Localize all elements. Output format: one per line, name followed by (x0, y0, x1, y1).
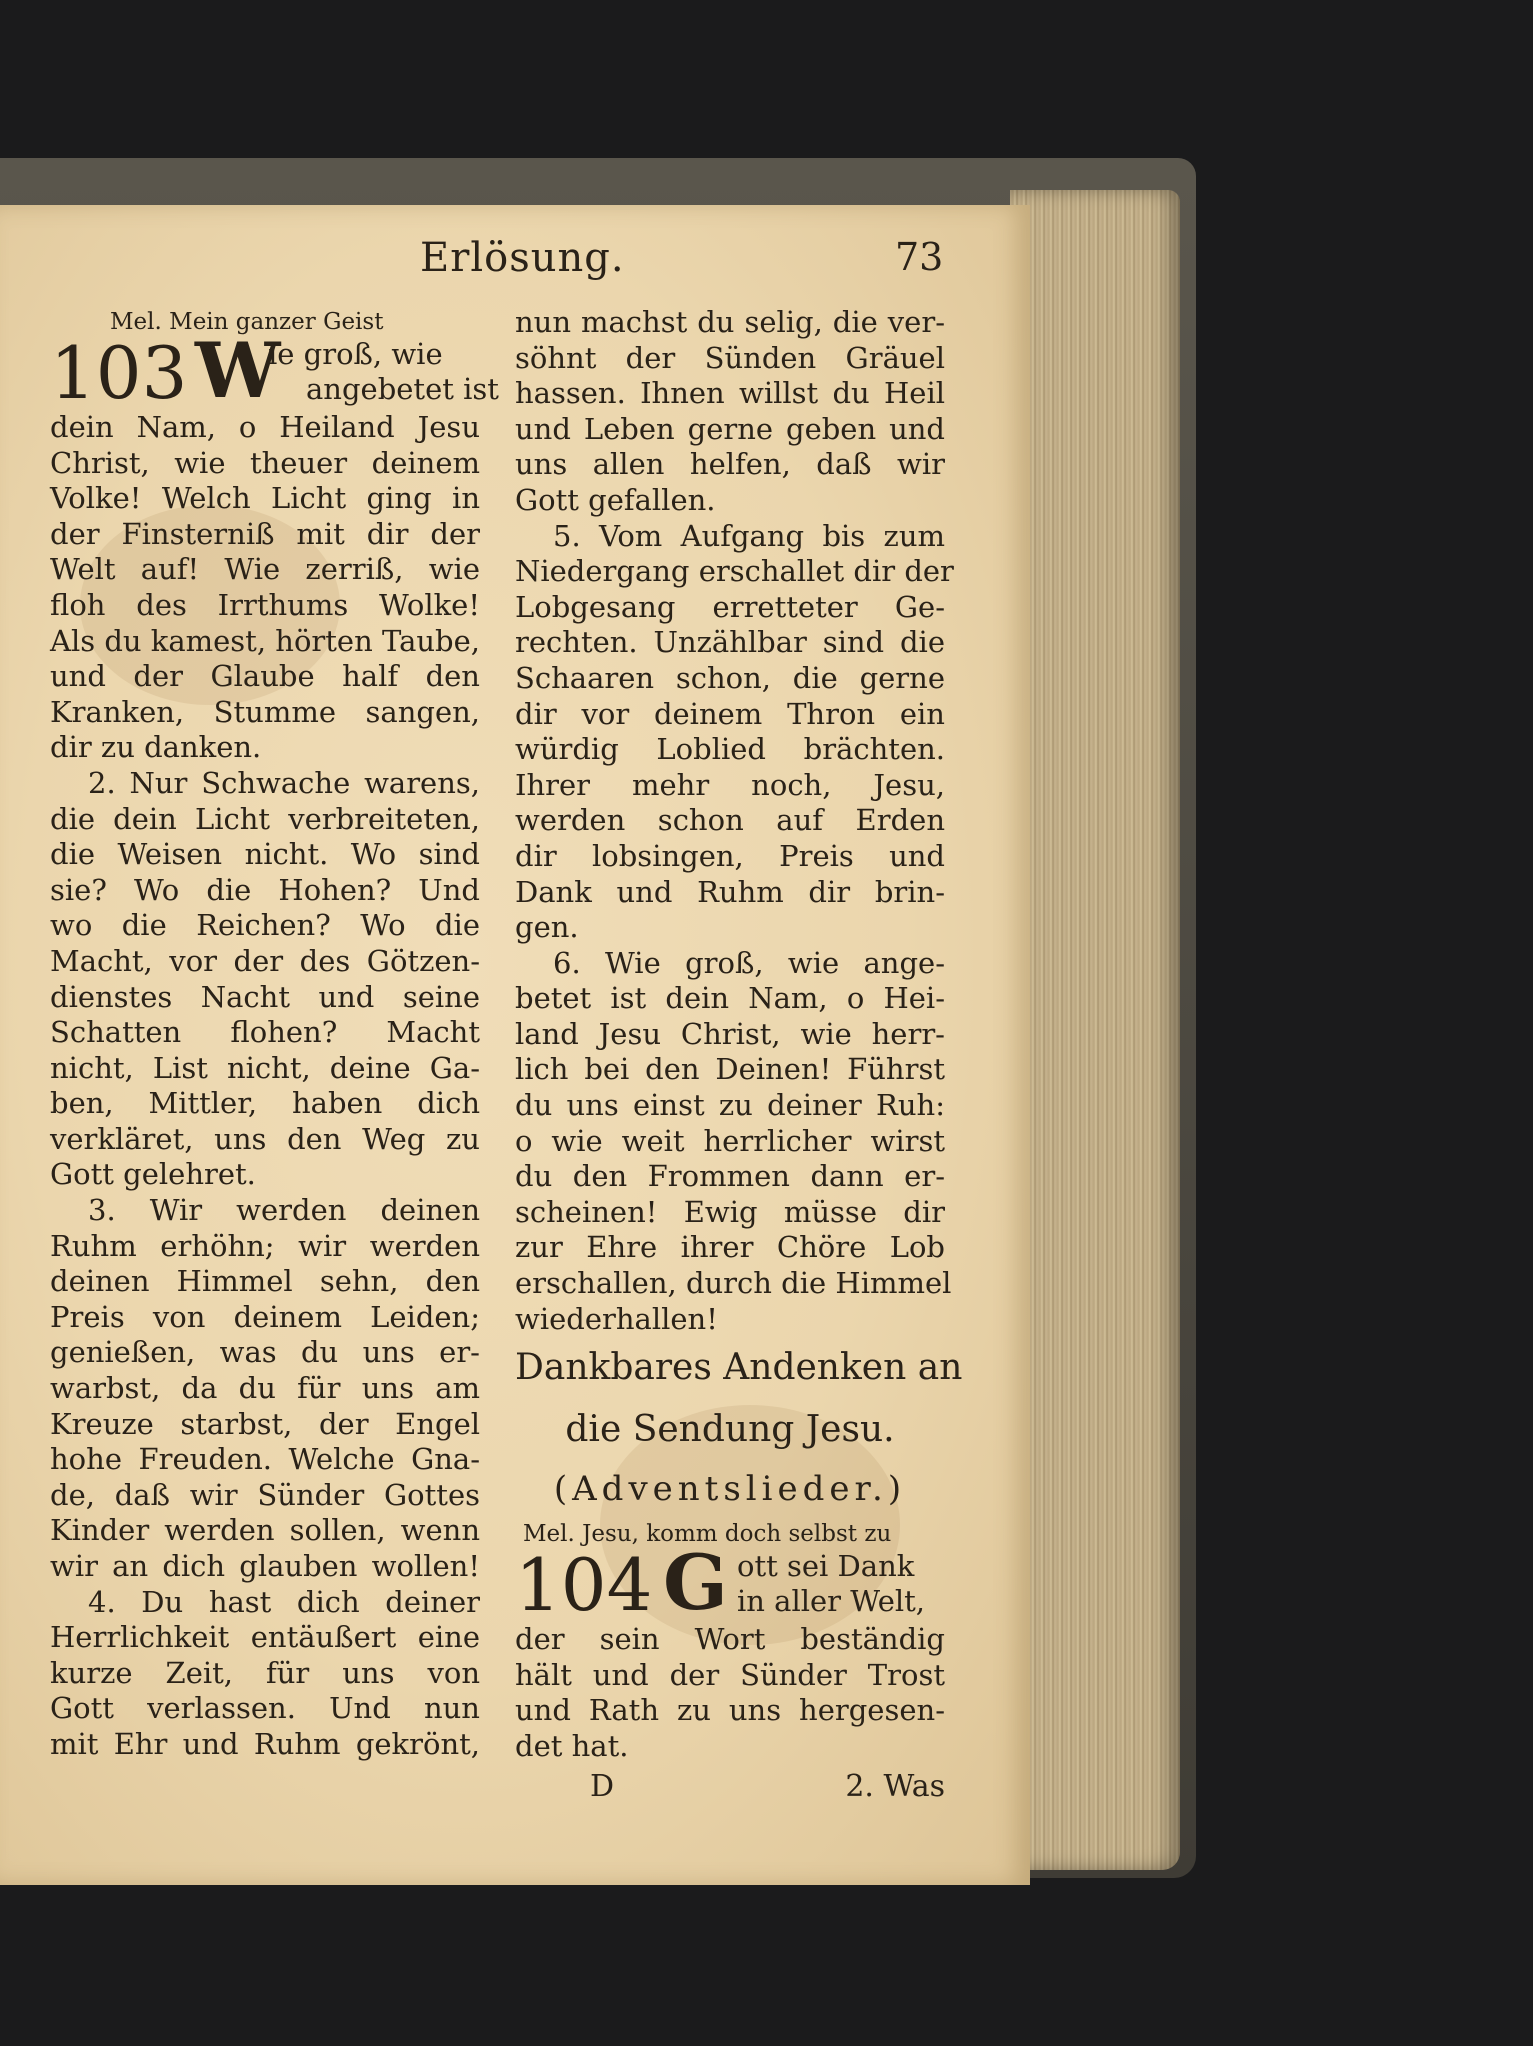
text-line: würdig Loblied brächten. (515, 732, 945, 767)
verse-start: 5. Vom Aufgang bis zum (553, 518, 945, 553)
text-line: warbst, da du für uns am (50, 1371, 480, 1406)
text-line: rechten. Unzählbar sind die (515, 625, 945, 660)
hymn-103-head (50, 326, 499, 415)
text-line: hassen. Ihnen willst du Heil (515, 376, 945, 411)
text-line: Herrlichkeit entäußert eine (50, 1620, 480, 1655)
text-line: erschallen, durch die Himmel (515, 1266, 952, 1301)
hymn-number: 103 (50, 331, 188, 415)
text-line: Macht, vor der des Götzen- (50, 943, 480, 978)
text-line: der Finsterniß mit dir der (50, 516, 480, 551)
catchword: 2. Was (845, 1768, 945, 1804)
page-footer (515, 1765, 945, 1809)
text-line: floh des Irrthums Wolke! (50, 587, 480, 622)
text-line: Schatten flohen? Macht (50, 1015, 480, 1050)
text-line: Volke! Welch Licht ging in (50, 481, 480, 516)
text-line: söhnt der Sünden Gräuel (515, 340, 945, 375)
hymn-head-line: angebetet ist (306, 372, 499, 406)
text-line: wiederhallen! (515, 1301, 718, 1336)
text-line: de, daß wir Sünder Gottes (50, 1477, 480, 1512)
text-line: und Leben gerne geben und (515, 411, 945, 446)
text-line: uns allen helfen, daß wir (515, 447, 945, 482)
text-line: genießen, was du uns er- (50, 1335, 480, 1370)
page-number: 73 (895, 235, 944, 279)
running-title: Erlösung. (420, 235, 625, 281)
hymn-number: 104 (515, 1543, 653, 1628)
text-line: sie? Wo die Hohen? Und (50, 872, 480, 907)
text-line: und Rath zu uns hergesen- (515, 1693, 945, 1728)
text-line: Gott gefallen. (515, 482, 716, 517)
text-line: werden schon auf Erden (515, 803, 945, 838)
section-title: die Sendung Jesu. (565, 1409, 895, 1451)
text-line: Welt auf! Wie zerriß, wie (50, 552, 480, 587)
text-line: hohe Freuden. Welche Gna- (50, 1442, 480, 1477)
melody-line: Mel. Jesu, komm doch selbst zu (523, 1521, 892, 1548)
hymn-head-line: in aller Welt, (737, 1584, 926, 1619)
text-line: land Jesu Christ, wie herr- (515, 1016, 945, 1051)
signature-mark: D (590, 1768, 615, 1804)
text-line: Kranken, Stumme sangen, (50, 694, 480, 729)
text-line: Als du kamest, hörten Taube, (50, 623, 480, 658)
text-line: betet ist dein Nam, o Hei- (515, 981, 945, 1016)
drop-cap: G (663, 1538, 728, 1628)
verse-start: 6. Wie groß, wie ange- (553, 945, 945, 980)
text-line: du den Frommen dann er- (515, 1159, 945, 1194)
text-line: zur Ehre ihrer Chöre Lob (515, 1230, 945, 1265)
text-line: nicht, List nicht, deine Ga- (50, 1050, 480, 1085)
text-line: wir an dich glauben wollen! (50, 1549, 480, 1583)
text-line: die dein Licht verbreiteten, (50, 801, 480, 836)
text-line: ben, Mittler, haben dich (50, 1086, 480, 1121)
text-line: deinen Himmel sehn, den (50, 1264, 480, 1299)
section-subtitle: (Adventslieder.) (553, 1469, 907, 1510)
text-line: Lobgesang erretteter Ge- (515, 589, 945, 624)
text-line: Ihrer mehr noch, Jesu, (515, 767, 945, 802)
text-line: dir zu danken. (50, 730, 262, 765)
hymn-103-text (50, 410, 480, 1763)
text-line: o wie weit herrlicher wirst (515, 1123, 945, 1158)
text-line: Niedergang erschallet dir der (515, 554, 954, 589)
text-line: nun machst du selig, die ver- (515, 305, 945, 339)
section-title: Dankbares Andenken an (515, 1347, 963, 1389)
text-line: Kreuze starbst, der Engel (50, 1406, 480, 1441)
page-edges (1010, 190, 1180, 1870)
text-line: scheinen! Ewig müsse dir (515, 1194, 945, 1229)
verse-start: 3. Wir werden deinen (88, 1193, 480, 1228)
text-line: Preis von deinem Leiden; (50, 1299, 480, 1334)
text-line: dein Nam, o Heiland Jesu (50, 410, 480, 444)
text-line: Schaaren schon, die gerne (515, 660, 945, 695)
left-column (50, 305, 499, 1763)
melody-line: Mel. Mein ganzer Geist (110, 309, 384, 335)
text-line: dienstes Nacht und seine (50, 979, 480, 1014)
text-line: und der Glaube half den (50, 659, 480, 694)
text-line: det hat. (515, 1729, 629, 1763)
page-header (0, 235, 1030, 295)
text-line: Dank und Ruhm dir brin- (515, 874, 945, 909)
text-line: lich bei den Deinen! Führst (515, 1052, 945, 1087)
text-line: Kinder werden sollen, wenn (50, 1513, 480, 1548)
book-page (0, 205, 1030, 1885)
text-line: die Weisen nicht. Wo sind (50, 837, 480, 872)
text-line: verkläret, uns den Weg zu (50, 1121, 480, 1156)
text-line: mit Ehr und Ruhm gekrönt, (50, 1726, 480, 1761)
verse-start: 4. Du hast dich deiner (88, 1584, 480, 1619)
text-line: kurze Zeit, für uns von (50, 1655, 480, 1690)
drop-cap: W (195, 326, 281, 415)
text-line: gen. (515, 910, 579, 945)
text-line: Ruhm erhöhn; wir werden (50, 1228, 480, 1263)
hymn-head-line: ott sei Dank (737, 1549, 915, 1584)
hymn-head-line: ie groß, wie (268, 337, 443, 371)
text-line: dir vor deinem Thron ein (515, 696, 945, 731)
verse-start: 2. Nur Schwache warens, (88, 765, 480, 800)
text-line: dir lobsingen, Preis und (515, 838, 945, 873)
text-line: wo die Reichen? Wo die (50, 908, 480, 943)
text-line: du uns einst zu deiner Ruh: (515, 1088, 945, 1123)
text-line: Gott verlassen. Und nun (50, 1691, 480, 1726)
right-column (515, 305, 963, 1809)
text-line: der sein Wort beständig (515, 1622, 945, 1657)
text-line: hält und der Sünder Trost (515, 1657, 945, 1692)
hymn-104-head (515, 1538, 945, 1628)
text-line: Gott gelehret. (50, 1157, 256, 1192)
text-line: Christ, wie theuer deinem (50, 445, 480, 480)
